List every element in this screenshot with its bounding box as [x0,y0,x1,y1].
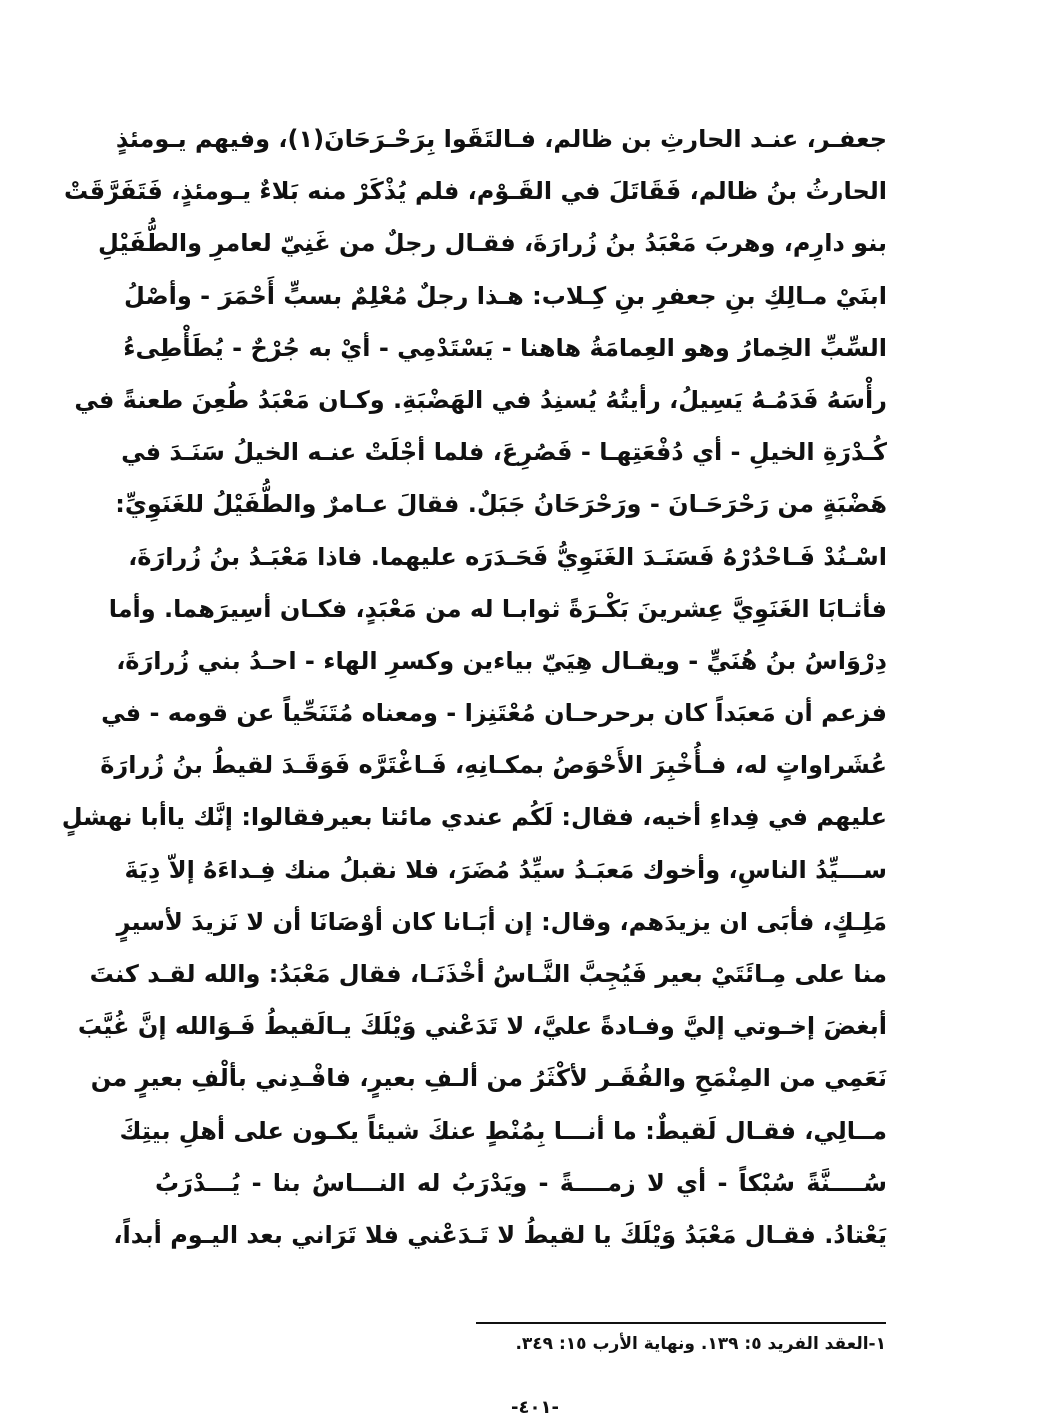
text-line-14: عليهم في فِداءِ أخيه، فقال: لَكُم عندي مائتا بعيرفقالوا: إنَّك ياأبا نهشلٍ [61,803,887,832]
text-line-22: يَعْتادُ. فقـال مَعْبَدُ وَيْلَكَ يا لقيطُ لا تَـدَعْني فلا تَرَاني بعد اليـوم أبداً، [113,1220,887,1249]
main-text-block [61,113,887,1261]
text-line-3: بنو دارِم، وهربَ مَعْبَدُ بنُ زُرارَةَ، فقـال رجلٌ من غَنِيّ لعامرِ والطُّفَيْلِ [98,229,887,258]
text-line-5: السِّبِّ الخِمارُ وهو العِمامَةُ هاهنا - يَسْتَدْمِي - أيْ به جُرْحٌ - يُطَأْطِىءُ [123,333,887,362]
text-line-12: فزعم أن مَعبَداً كان برحرحـان مُعْتَنِزا - ومعناه مُتَنَحِّياً عن قومه - في [101,699,887,728]
text-line-1: جعفـر، عنـد الحارثِ بن ظالم، فـالتَقَوا بِرَحْـرَحَانَ(١)، وفيهم يـومئذٍ [115,125,887,153]
text-line-11: دِرْوَاسُ بنُ هُنَيٍّ - ويقـال هِيَيّ بياءين وكسرِ الهاء - احـدُ بني زُرارَةَ، [116,646,887,675]
text-line-16: مَلِـكٍ، فأبَى ان يزيدَهم، وقال: إن أبَـانا كان أوْصَانَا أن لا نَزيدَ لأسيرٍ [116,907,887,936]
page-number: -٤٠١- [511,1397,559,1418]
text-line-2: الحارثُ بنُ ظالم، فَقَاتَلَ في القَـوْم، فلم يُذْكَرْ منه بَلاءٌ يـومئذٍ، فَتَفَرَّقَتْ [63,177,887,206]
text-line-9: اسْـنُدْ فَـاحْدُرْهُ فَسَنَـدَ الغَنَوِيُّ فَحَـدَرَه عليهما. فاذا مَعْبَـدُ بنُ زُرارَةَ، [128,542,887,571]
text-line-17: منا على مِـائَتَيْ بعير فَيُجِبَّ النَّـاسُ أخْذَنَـا، فقال مَعْبَدُ: والله لقـد كنتَ [89,960,887,988]
text-line-19: نَعَمِي من المِنْمَحِ والفُقَـر لأكْثَرُ من ألـفِ بعيرٍ، فافْـدِني بألْفِ بعيرٍ من [90,1064,887,1093]
text-line-18: أبغضَ إخـوتي إليَّ وفـادةً عليَّ، لا تَدَعْني وَيْلَكَ يـالَقيطُ فَـوَالله إنَّ غُيَّبَ [77,1012,887,1041]
text-line-10: فأثـابَا الغَنَوِيَّ عِشرينَ بَكْـرَةً ثوابـا له من مَعْبَدٍ، فكـان أسِيرَهما. وأما [108,594,887,623]
text-line-21: سُــــنَّةً سُبْكاً - أي لا زمــــةً - ويَدْرَبُ له النـــاسُ بنا - يُـــدْرَبُ [155,1168,887,1197]
text-line-8: هَضْبَةٍ من رَحْرَحَـانَ - ورَحْرَحَانُ جَبَلٌ. فقالَ عـامرٌ والطُّفَيْلُ للغَنَوِيِّ: [115,490,887,519]
text-line-13: عُشَراواتٍ له، فـأُخْبِرَ الأَحْوَصُ بمكـانِهِ، فَـاغْتَرَّه فَوَقَـدَ لقيطُ بنُ زُرارَةَ [100,751,887,780]
footnote: ١-العقد الفريد ٥: ١٣٩. ونهاية الأرب ١٥: ٣٤٩. [515,1334,886,1354]
text-line-7: كُـدْرَةِ الخيلِ - أي دُفْعَتِهـا - فَصُرِعَ، فلما أجْلَتْ عنـه الخيلُ سَنَـدَ في [121,438,887,467]
text-line-6: رأْسَهُ فَدَمُـهُ يَسِيلُ، رأيتُهُ يُسنِدُ في الهَضْبَةِ. وكـان مَعْبَدُ طُعِنَ طعنةً في [74,385,887,414]
text-line-15: ســـيِّدُ الناسِ، وأخوك مَعبَـدُ سيِّدُ مُضَرَ، فلا نقبلُ منك فِـداءَهُ إلاّ دِيَةَ [124,855,887,884]
footnote-divider [476,1322,886,1324]
text-line-4: ابنَيْ مـالِكِ بنِ جعفرِ بنِ كِـلاب: هـذا رجلٌ مُعْلِمٌ بسبٍّ أَحْمَرَ - وأصْلُ [124,281,887,310]
text-line-20: مــالِي، فقـال لَقيطٌ: ما أنـــا بِمُنْطٍ عنكَ شيئاً يكـون على أهلِ بيتِكَ [119,1116,887,1145]
